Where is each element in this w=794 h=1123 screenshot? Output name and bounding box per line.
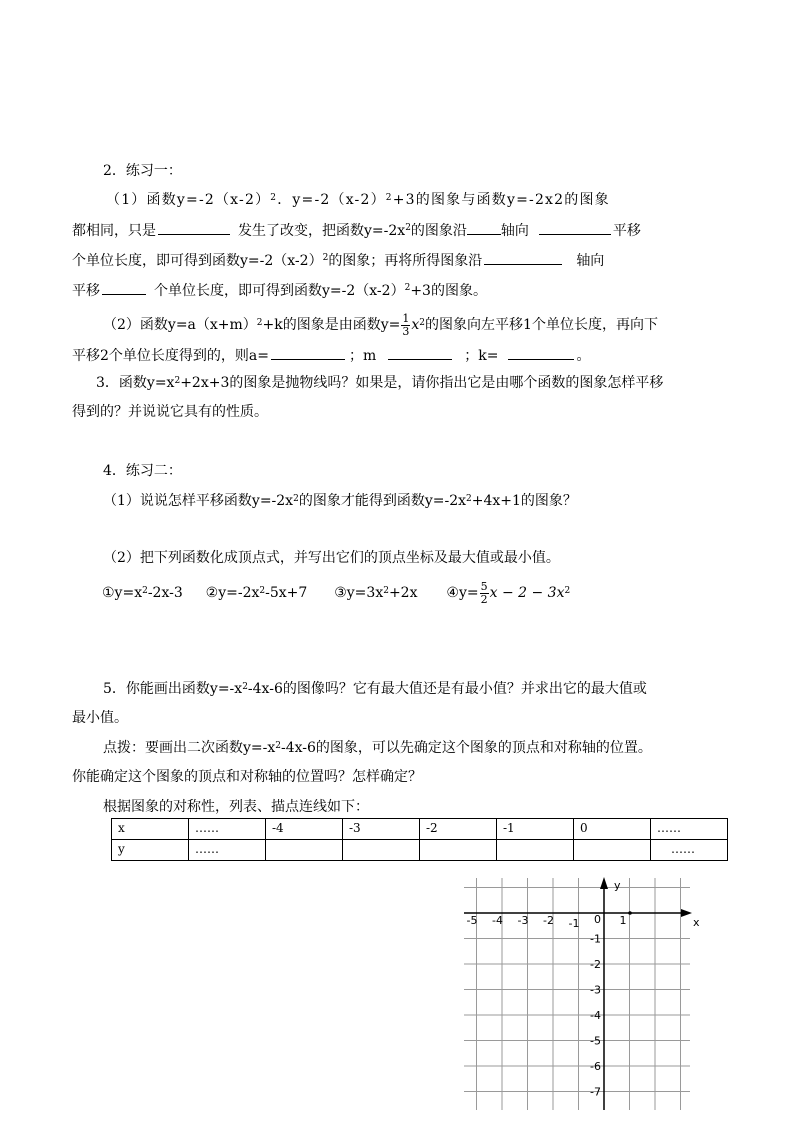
blank-2[interactable] — [467, 220, 501, 235]
section5-line2: 最小值。 — [72, 710, 128, 726]
x-tick-label: -5 — [466, 914, 478, 927]
y-tick-label: -5 — [590, 1034, 601, 1048]
y-tick-label: -6 — [590, 1060, 601, 1073]
cell-y[interactable] — [266, 840, 343, 861]
grid-lines — [464, 878, 690, 1110]
y-tick-label: -4 — [590, 1009, 601, 1022]
cell-y: …… — [651, 840, 728, 861]
p2-line2: 平移2个单位长度得到的，则a= ；m ；k= 。 — [72, 345, 590, 366]
y-axis-label: y — [614, 879, 621, 892]
x-tick-label: -1 — [568, 917, 580, 930]
y-tick-label: -3 — [590, 983, 601, 997]
section5-line1: 5．你能画出函数$y=-x^2-4x-6$的图像吗？它有最大值还是有最小值？并求出它的最大值或 — [103, 681, 647, 697]
x-axis-label: x — [693, 916, 700, 929]
x-tick-label: 1 — [619, 914, 627, 927]
func-3: $③y=3x^2+2x$ — [334, 585, 418, 601]
blank-3[interactable] — [539, 220, 611, 235]
p1-line4: 平移 个单位长度，即可得到函数$y=-2(x-2)^2+3$的图象。 — [72, 280, 487, 301]
y-tick-label: -2 — [590, 958, 601, 971]
section4-q2: （2）把下列函数化成顶点式，并写出它们的顶点坐标及最大值或最小值。 — [103, 550, 560, 566]
section4-q1: （1）说说怎样平移函数$y=-2x^2$的图象才能得到函数$y=-2x^2+4x+1$的图象？ — [103, 493, 577, 509]
x-tick-label: -4 — [492, 914, 503, 927]
tick-labels — [467, 914, 627, 1099]
value-table — [111, 818, 728, 861]
cell-y[interactable] — [574, 840, 651, 861]
x-axis-arrow — [681, 909, 692, 917]
cell-y[interactable] — [420, 840, 497, 861]
cell-y-label: y — [112, 840, 189, 861]
y-tick-label: -1 — [590, 932, 601, 946]
func-1: $①y=x^2-2x-3$ — [102, 585, 183, 601]
func-4: ④y= $\frac{5}{2}$ $x - 2 - 3x^2$ — [446, 579, 571, 606]
hint-line2: 你能确定这个图象的顶点和对称轴的位置吗？怎样确定？ — [72, 769, 422, 785]
cell-x: 0 — [574, 819, 651, 840]
blank-a[interactable] — [271, 345, 345, 360]
p1-line1: （1）函数$y=-2(x-2)^2$．$y=-2(x-2)^2+3$的图象与函数y=-2x2的图象 — [106, 192, 610, 208]
section4-functions — [102, 580, 570, 606]
table-intro: 根据图象的对称性，列表、描点连线如下： — [103, 799, 369, 815]
section4-heading: 4．练习二： — [103, 463, 182, 479]
blank-4[interactable] — [484, 250, 562, 265]
p2-line1: （2）函数$y=a(x+m)^2+k$的图象是由函数y= $\frac{1}{3}$ $x^2$的图象向左平移1个单位长度，再向下 — [103, 311, 658, 338]
origin-label: 0 — [594, 913, 601, 926]
blank-m[interactable] — [388, 345, 452, 360]
fraction-one-third: $\frac{1}{3}$ — [402, 311, 410, 338]
func-2: $②y=-2x^2-5x+7$ — [205, 585, 308, 601]
table-row-x — [112, 819, 728, 840]
blank-5[interactable] — [102, 280, 146, 295]
x-tick-label: -2 — [543, 914, 554, 927]
cell-x: -2 — [420, 819, 497, 840]
cell-x: …… — [651, 819, 728, 840]
cell-x: -1 — [497, 819, 574, 840]
cell-x: -3 — [343, 819, 420, 840]
fraction-five-halves: $\frac{5}{2}$ — [480, 579, 488, 606]
hint-line1: 点拨：要画出二次函数$y=-x^2-4x-6$的图象，可以先确定这个图象的顶点和对称轴的位置。 — [103, 740, 652, 756]
table-row-y — [112, 840, 728, 861]
y-tick-label: -7 — [590, 1085, 601, 1099]
section3-line1: 3．函数$y=x^2+2x+3$的图象是抛物线吗？如果是，请你指出它是由哪个函数的图象怎样平移 — [96, 375, 664, 391]
cell-x-label: x — [112, 819, 189, 840]
cell-x: …… — [189, 819, 266, 840]
y-axis-arrow — [600, 877, 608, 889]
section3-line2: 得到的？并说说它具有的性质。 — [72, 404, 268, 420]
p1-line2: 都相同，只是 发生了改变，把函数$y=-2x^2$的图象沿 轴向 平移 — [72, 220, 641, 241]
x-tick-label: -3 — [517, 914, 529, 927]
p1-line3: 个单位长度，即可得到函数$y=-2(x-2)^2$的图象；再将所得图象沿 轴向 — [72, 250, 604, 271]
cell-y: …… — [189, 840, 266, 861]
blank-1[interactable] — [158, 220, 230, 235]
section2-heading: 2．练习一： — [103, 163, 182, 179]
cell-y[interactable] — [497, 840, 574, 861]
point-1-0 — [628, 911, 632, 915]
cell-x: -4 — [266, 819, 343, 840]
blank-k[interactable] — [508, 345, 574, 360]
cell-y[interactable] — [343, 840, 420, 861]
